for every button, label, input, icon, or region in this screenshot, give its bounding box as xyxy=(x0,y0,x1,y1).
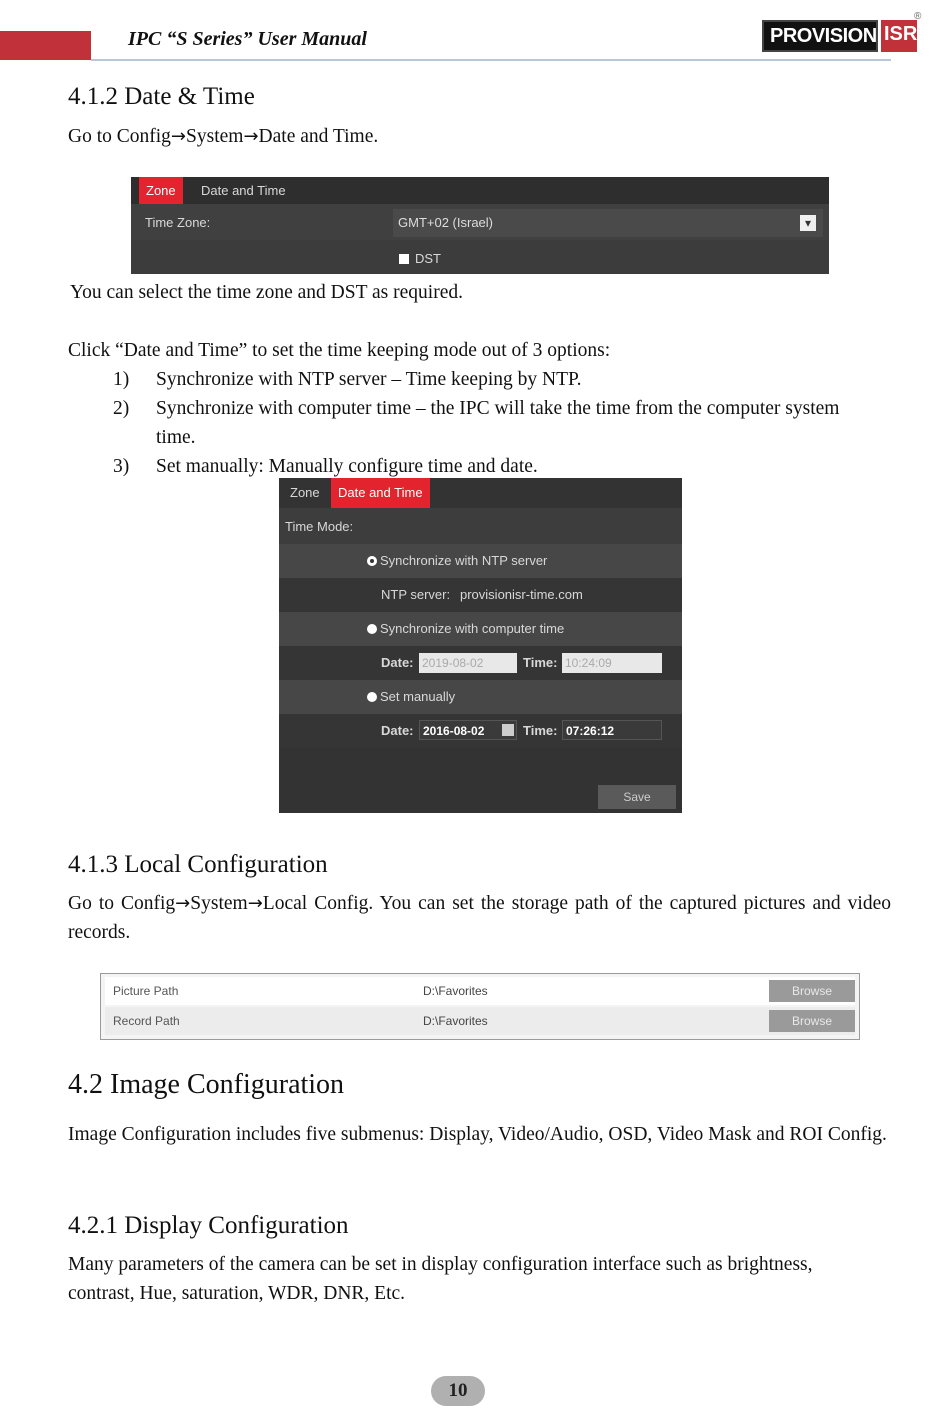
ntp-radio[interactable] xyxy=(367,553,547,568)
picture-path-row xyxy=(105,977,855,1005)
ntp-server-value[interactable]: provisionisr-time.com xyxy=(460,587,583,602)
arrow-icon: → xyxy=(175,893,191,914)
computer-time-input[interactable]: 10:24:09 xyxy=(562,653,662,673)
timezone-value: GMT+02 (Israel) xyxy=(398,215,493,230)
header-rule xyxy=(91,59,891,61)
dst-checkbox[interactable] xyxy=(399,251,441,266)
path-local-config-text: Local Config. You can set the storage path of the captured pictures and video records. xyxy=(68,893,891,943)
ntp-server-row xyxy=(279,578,682,612)
para-click: Click “Date and Time” to set the time keeping mode out of 3 options: xyxy=(68,340,611,361)
tab-zone[interactable]: Zone xyxy=(139,177,183,204)
path-config: Go to Config xyxy=(68,893,176,914)
computer-time-label: Time: xyxy=(523,655,558,670)
record-path-value[interactable]: D:\Favorites xyxy=(423,1014,488,1028)
arrow-icon: → xyxy=(247,893,263,914)
tab-bar xyxy=(279,478,682,508)
computer-option-label: Synchronize with computer time xyxy=(380,621,565,636)
chevron-down-icon[interactable]: ▾ xyxy=(800,215,816,231)
ntp-option-label: Synchronize with NTP server xyxy=(380,553,548,568)
dst-row xyxy=(131,250,829,270)
manual-time-label: Time: xyxy=(523,723,558,738)
heading-date-time: 4.1.2 Date & Time xyxy=(68,83,255,110)
picture-path-label: Picture Path xyxy=(113,984,179,998)
para-image-configuration: Image Configuration includes five submenus: Display, Video/Audio, OSD, Video Mask and ROI Config. xyxy=(68,1124,887,1145)
list-num-2: 2) xyxy=(113,398,130,419)
arrow-icon: → xyxy=(243,126,259,147)
manual-radio[interactable] xyxy=(367,689,455,704)
heading-image-configuration: 4.2 Image Configuration xyxy=(68,1069,345,1100)
heading-local-configuration: 4.1.3 Local Configuration xyxy=(68,851,328,878)
header-title: IPC “S Series” User Manual xyxy=(128,28,367,50)
path-system: System xyxy=(186,126,244,147)
logo-text-isr: ISR xyxy=(884,23,918,45)
computer-date-label: Date: xyxy=(381,655,414,670)
tab-bar xyxy=(131,177,829,204)
tab-zone[interactable]: Zone xyxy=(290,485,320,500)
picture-path-value[interactable]: D:\Favorites xyxy=(423,984,488,998)
para-zone: You can select the time zone and DST as required. xyxy=(70,282,463,303)
calendar-icon[interactable] xyxy=(502,724,514,736)
computer-radio[interactable] xyxy=(367,621,564,636)
radio-selected-icon[interactable] xyxy=(367,556,377,566)
manual-time-input[interactable]: 07:26:12 xyxy=(562,720,662,740)
list-num-1: 1) xyxy=(113,369,130,390)
save-button[interactable]: Save xyxy=(598,785,676,809)
manual-option-label: Set manually xyxy=(380,689,456,704)
dst-label: DST xyxy=(415,251,441,266)
para-display-configuration: Many parameters of the camera can be set in display configuration interface such as brightness, contrast, Hue, saturation, WDR, DNR, Etc. xyxy=(68,1254,813,1304)
path-system: System xyxy=(190,893,248,914)
ntp-server-label: NTP server: xyxy=(381,587,451,602)
manual-option-row xyxy=(279,680,682,714)
path-local-config xyxy=(68,889,891,947)
header-red-bar xyxy=(0,31,91,60)
tab-date-and-time[interactable]: Date and Time xyxy=(201,183,286,198)
date-time-settings-panel xyxy=(279,478,682,813)
logo-registered-mark: ® xyxy=(914,11,922,22)
time-mode-row xyxy=(279,508,682,544)
computer-datetime-row xyxy=(279,646,682,680)
panel-footer xyxy=(279,748,682,813)
zone-settings-panel xyxy=(131,177,829,274)
list-item-1: Synchronize with NTP server – Time keeping by NTP. xyxy=(156,369,582,390)
picture-path-browse-button[interactable]: Browse xyxy=(769,980,855,1002)
list-item-3: Set manually: Manually configure time and date. xyxy=(156,456,538,477)
timezone-label: Time Zone: xyxy=(145,215,211,230)
record-path-label: Record Path xyxy=(113,1014,180,1028)
provision-isr-logo xyxy=(762,11,922,56)
record-path-browse-button[interactable]: Browse xyxy=(769,1010,855,1032)
local-config-panel xyxy=(100,973,860,1040)
manual-date-input[interactable] xyxy=(419,720,517,740)
arrow-icon: → xyxy=(170,126,187,147)
computer-option-row xyxy=(279,612,682,646)
record-path-row xyxy=(105,1007,855,1035)
list-item-2: Synchronize with computer time – the IPC will take the time from the computer system time. xyxy=(156,398,840,448)
timezone-select[interactable] xyxy=(393,209,823,237)
tab-date-and-time[interactable]: Date and Time xyxy=(331,478,430,508)
list-num-3: 3) xyxy=(113,456,130,477)
path-date-time xyxy=(68,122,378,151)
ntp-option-row xyxy=(279,544,682,578)
heading-display-configuration: 4.2.1 Display Configuration xyxy=(68,1212,349,1239)
page-number: 10 xyxy=(431,1376,485,1406)
computer-date-input[interactable]: 2019-08-02 xyxy=(419,653,517,673)
time-mode-label: Time Mode: xyxy=(285,519,354,534)
checkbox-icon[interactable] xyxy=(399,254,409,264)
timezone-row xyxy=(131,204,829,240)
radio-icon[interactable] xyxy=(367,692,377,702)
path-date-and-time: Date and Time. xyxy=(258,126,379,147)
manual-date-value: 2016-08-02 xyxy=(423,724,485,738)
path-config: Go to Config xyxy=(68,126,171,147)
logo-text-provision: PROVISION xyxy=(770,25,877,47)
manual-datetime-row xyxy=(279,714,682,748)
radio-icon[interactable] xyxy=(367,624,377,634)
manual-date-label: Date: xyxy=(381,723,414,738)
